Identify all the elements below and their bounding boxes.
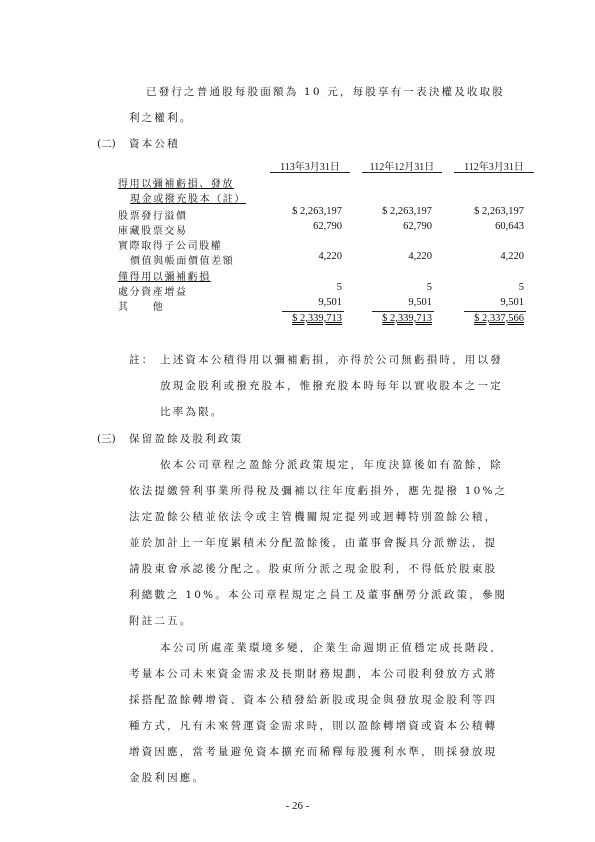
- row-label: 實際取得子公司股權: [118, 241, 223, 252]
- page-number: - 26 -: [285, 800, 310, 812]
- paragraph-1-line: 依法提繳營利事業所得稅及彌補以往年度虧損外，應先提撥 10%之: [129, 485, 508, 497]
- header-rule-2: [362, 172, 442, 173]
- subtotal-rule-3: [464, 311, 526, 312]
- paragraph-1-line: 依本公司章程之盈餘分派政策規定，年度決算後如有盈餘，除: [160, 459, 503, 471]
- intro-line-1: 已發行之普通股每股面額為 10 元，每股享有一表決權及收取股: [146, 86, 506, 98]
- paragraph-1-line: 附註二五。: [129, 615, 193, 627]
- paragraph-2-line: 增資因應，當考量避免資本擴充而稀釋每股獲利水準，則採發放現: [129, 746, 498, 758]
- row-value: $ 2,263,197: [474, 206, 524, 217]
- row-value: $ 2,263,197: [292, 206, 342, 217]
- section-number-2: (二): [97, 138, 116, 150]
- column-header-1: 113年3月31日: [280, 162, 340, 173]
- row-value: 4,220: [500, 251, 524, 262]
- paragraph-2-line: 本公司所處產業環境多變，企業生命週期正值穩定成長階段，: [160, 642, 503, 654]
- row-value: 5: [426, 282, 432, 293]
- subsection-title-line-2: 現金或撥充股本（註）: [130, 194, 246, 205]
- paragraph-2-line: 種方式，凡有未來營運資金需求時，則以盈餘轉增資或資本公積轉: [129, 720, 498, 732]
- paragraph-2-line: 金股利因應。: [129, 772, 206, 784]
- column-header-2: 112年12月31日: [369, 162, 435, 173]
- section-heading-retained-earnings: 保留盈餘及股利政策: [129, 433, 244, 445]
- header-rule-1: [270, 172, 350, 173]
- row-label: 庫藏股票交易: [118, 226, 188, 237]
- row-value: 9,501: [408, 297, 432, 308]
- subtotal-rule-2: [372, 311, 434, 312]
- row-value: 4,220: [408, 251, 432, 262]
- row-label: 價值與帳面價值差額: [130, 256, 235, 267]
- subtotal-rule-1: [282, 311, 344, 312]
- intro-line-2: 利之權利。: [129, 112, 193, 124]
- note-label: 註：: [129, 354, 155, 366]
- note-line-1: 上述資本公積得用以彌補虧損，亦得於公司無虧損時，用以發: [160, 354, 503, 366]
- note-line-3: 比率為限。: [160, 406, 224, 418]
- paragraph-1-line: 法定盈餘公積並依法令或主管機關規定提列或迴轉特別盈餘公積，: [129, 511, 498, 523]
- paragraph-2-line: 採搭配盈餘轉增資、資本公積發給新股或現金與發放現金股利等四: [129, 694, 498, 706]
- header-rule-3: [454, 172, 534, 173]
- section-number-3: (三): [97, 433, 116, 445]
- row-value: 9,501: [500, 297, 524, 308]
- total-value: $ 2,339,713: [292, 313, 342, 324]
- row-value: 60,643: [495, 221, 524, 232]
- row-label: 其 他: [118, 302, 165, 313]
- row-value: 5: [336, 282, 342, 293]
- total-value: $ 2,337,566: [474, 313, 524, 324]
- row-value: 5: [518, 282, 524, 293]
- paragraph-1-line: 利總數之 10%。本公司章程規定之員工及董事酬勞分派政策，參閱: [129, 589, 508, 601]
- section-heading-capital-reserve: 資本公積: [129, 138, 180, 150]
- column-header-3: 112年3月31日: [464, 162, 524, 173]
- note-line-2: 放現金股利或撥充股本，惟撥充股本時每年以實收股本之一定: [160, 380, 503, 392]
- total-value: $ 2,339,713: [382, 313, 432, 324]
- row-value: 62,790: [313, 221, 342, 232]
- row-value: 4,220: [318, 251, 342, 262]
- paragraph-1-line: 並於加計上一年度累積未分配盈餘後，由董事會擬具分派辦法，提: [129, 537, 498, 549]
- subsection-title-line-1: 得用以彌補虧損、發放: [118, 179, 234, 190]
- row-label: 股票發行溢價: [118, 211, 188, 222]
- subsection-title-2: 僅得用以彌補虧損: [118, 272, 211, 283]
- row-value: 62,790: [403, 221, 432, 232]
- paragraph-2-line: 考量本公司未來資金需求及長期財務規劃，本公司股利發放方式將: [129, 668, 498, 680]
- row-value: $ 2,263,197: [382, 206, 432, 217]
- paragraph-1-line: 請股東會承認後分配之。股東所分派之現金股利，不得低於股東股: [129, 563, 498, 575]
- row-label: 處分資產增益: [118, 287, 188, 298]
- row-value: 9,501: [318, 297, 342, 308]
